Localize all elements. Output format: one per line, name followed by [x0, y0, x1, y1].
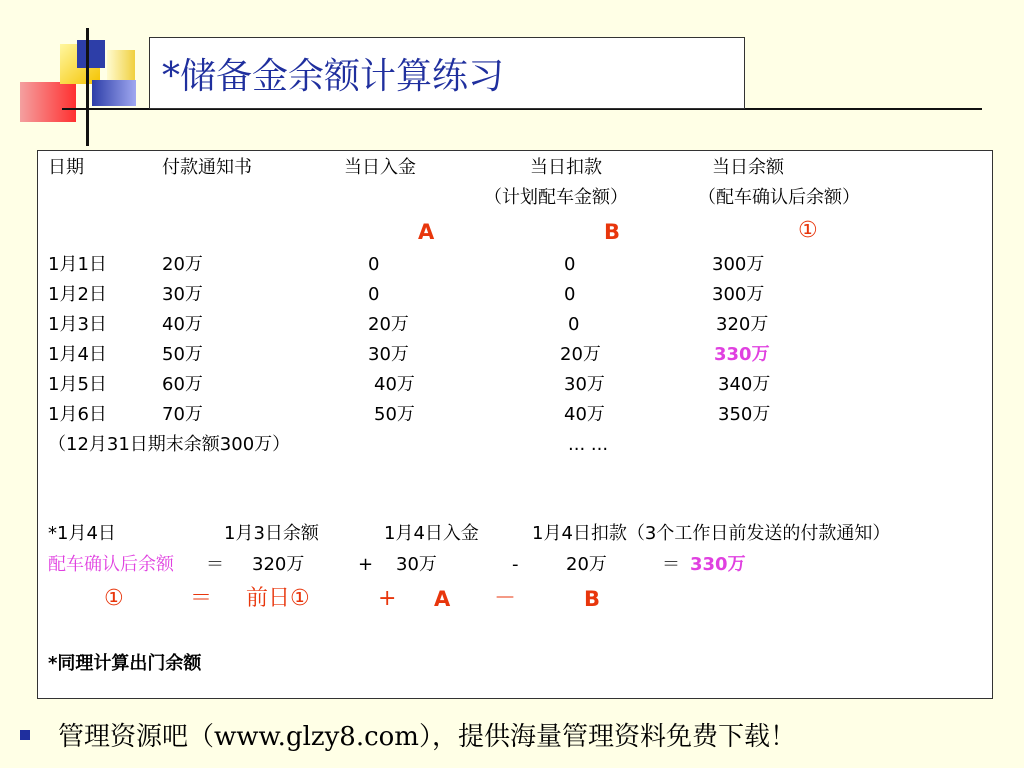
- row-balance: 300万: [712, 254, 765, 275]
- header-date: 日期: [48, 157, 84, 178]
- formula-circle-1: ①: [104, 586, 124, 611]
- example-deduction: 1月4日扣款（3个工作日前发送的付款通知）: [532, 523, 891, 544]
- header-balance-sub: （配车确认后余额）: [698, 187, 860, 208]
- example-prev-balance: 1月3日余额: [224, 523, 319, 544]
- row-deposit: 0: [368, 254, 380, 275]
- formula-eq: ＝: [190, 586, 213, 611]
- formula-a: A: [434, 587, 451, 611]
- deco-blue-square: [77, 40, 105, 68]
- example-deposit: 1月4日入金: [384, 523, 479, 544]
- footer-text: 管理资源吧（www.glzy8.com），提供海量管理资料免费下载！: [58, 722, 796, 752]
- row-deduction: 0: [568, 314, 580, 335]
- header-notice: 付款通知书: [162, 157, 252, 178]
- formula-b: B: [584, 587, 601, 611]
- row-date: 1月4日: [48, 344, 107, 365]
- row-notice: 40万: [162, 314, 203, 335]
- same-note: *同理计算出门余额: [48, 653, 202, 674]
- row-notice: 50万: [162, 344, 203, 365]
- row-balance: 340万: [718, 374, 771, 395]
- row-deposit: 30万: [368, 344, 409, 365]
- header-deduction: 当日扣款: [530, 157, 602, 178]
- row-date: 1月1日: [48, 254, 107, 275]
- title-box: [149, 37, 745, 109]
- ellipsis: ... ...: [568, 434, 609, 455]
- row-deposit: 40万: [374, 374, 415, 395]
- row-date: 1月6日: [48, 404, 107, 425]
- row-deduction: 0: [564, 284, 576, 305]
- example-plus: +: [358, 554, 374, 575]
- year-end-note: （12月31日期末余额300万）: [48, 434, 291, 455]
- example-v2: 30万: [396, 554, 437, 575]
- row-notice: 70万: [162, 404, 203, 425]
- example-eq: ＝: [206, 554, 224, 575]
- row-deposit: 20万: [368, 314, 409, 335]
- bullet-icon: [20, 730, 30, 740]
- formula-prev: 前日①: [246, 586, 310, 611]
- label-circle-1: ①: [798, 218, 818, 243]
- row-balance-highlight: 330万: [714, 344, 770, 365]
- row-deduction: 40万: [564, 404, 605, 425]
- label-a: A: [418, 220, 435, 244]
- deco-vertical-line: [86, 28, 89, 146]
- example-eq2: ＝: [662, 554, 680, 575]
- row-balance: 320万: [716, 314, 769, 335]
- row-deduction: 20万: [560, 344, 601, 365]
- deco-red-square: [20, 82, 76, 122]
- example-balance-label: 配车确认后余额: [48, 554, 174, 575]
- label-b: B: [604, 220, 621, 244]
- example-v1: 320万: [252, 554, 305, 575]
- content-box: [37, 150, 993, 699]
- row-deduction: 30万: [564, 374, 605, 395]
- row-date: 1月5日: [48, 374, 107, 395]
- example-minus: -: [512, 554, 519, 575]
- row-notice: 30万: [162, 284, 203, 305]
- page-title: *储备金余额计算练习: [162, 56, 505, 97]
- header-balance: 当日余额: [712, 157, 784, 178]
- row-notice: 60万: [162, 374, 203, 395]
- example-head: *1月4日: [48, 523, 116, 544]
- row-deposit: 0: [368, 284, 380, 305]
- header-deposit: 当日入金: [344, 157, 416, 178]
- formula-minus: －: [494, 586, 517, 611]
- formula-plus: +: [378, 586, 397, 611]
- row-balance: 300万: [712, 284, 765, 305]
- row-deposit: 50万: [374, 404, 415, 425]
- header-deduction-sub: （计划配车金额）: [484, 187, 628, 208]
- row-deduction: 0: [564, 254, 576, 275]
- example-v3: 20万: [566, 554, 607, 575]
- row-balance: 350万: [718, 404, 771, 425]
- row-date: 1月3日: [48, 314, 107, 335]
- example-result: 330万: [690, 554, 746, 575]
- row-date: 1月2日: [48, 284, 107, 305]
- deco-blue-square-2: [92, 80, 136, 106]
- row-notice: 20万: [162, 254, 203, 275]
